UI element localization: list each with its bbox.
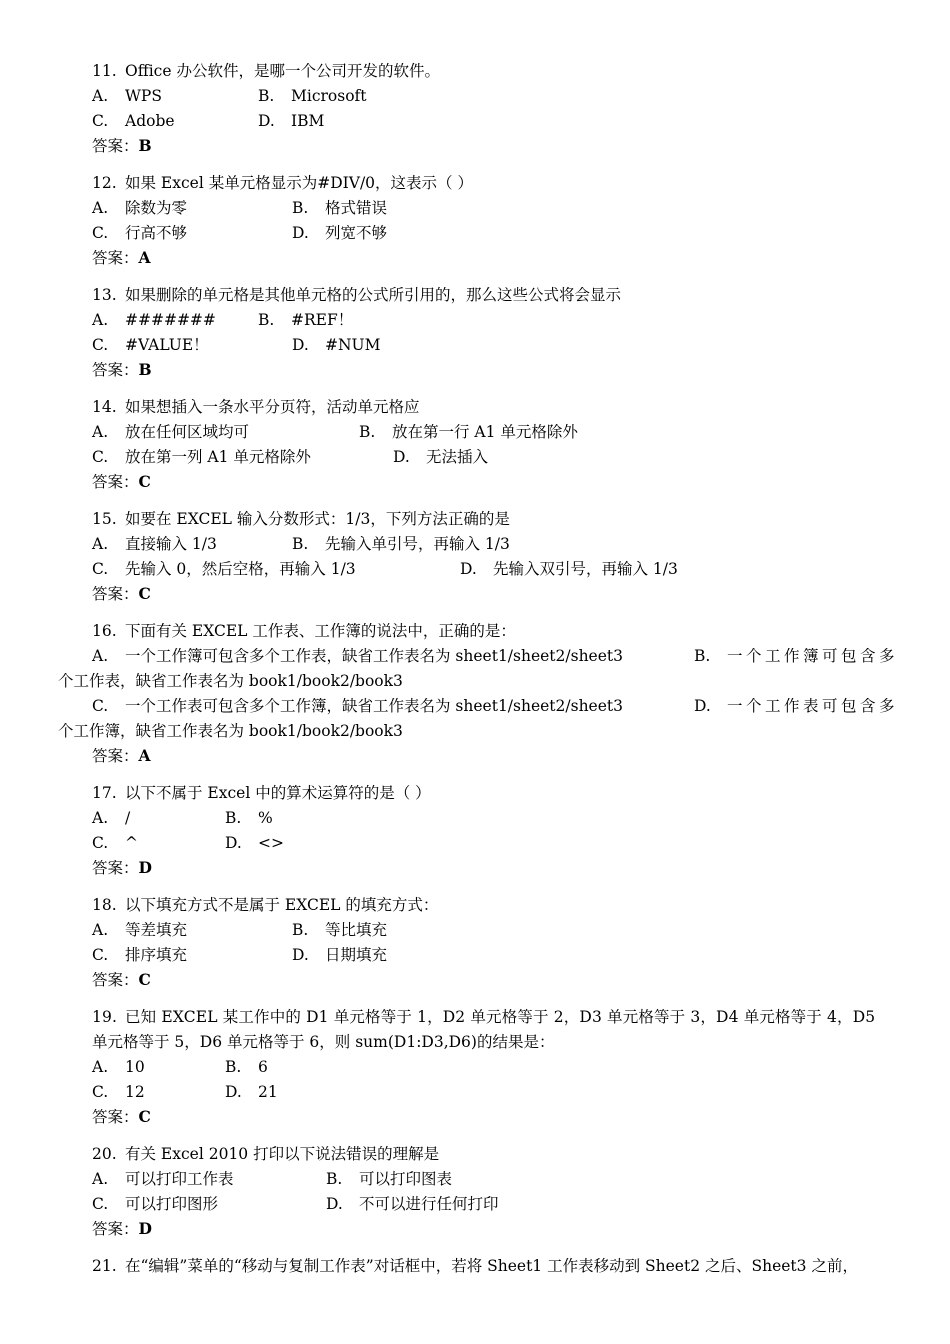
option-d: D. 先输入双引号，再输入 1/3 <box>460 560 678 578</box>
option-c: C. 可以打印图形 <box>92 1195 219 1213</box>
option-a: A. WPS <box>92 87 162 105</box>
question-12 <box>92 173 473 193</box>
question-15 <box>92 509 510 529</box>
question-17 <box>92 783 431 803</box>
option-b: B. 6 <box>225 1058 268 1076</box>
question-14 <box>92 397 420 417</box>
question-number: 16. <box>92 622 117 640</box>
option-a: A. 直接输入 1/3 <box>92 535 217 553</box>
answer: 答案：C <box>92 584 151 603</box>
option-a: A. 可以打印工作表 <box>92 1170 234 1188</box>
option-c: C. 先输入 0，然后空格，再输入 1/3 <box>92 560 356 578</box>
option-d: D. 一个工作表可包含多 <box>694 697 899 715</box>
question-11 <box>92 61 440 81</box>
question-number: 17. <box>92 784 117 802</box>
option-c: C. 放在第一列 A1 单元格除外 <box>92 448 311 466</box>
answer: 答案：A <box>92 248 151 267</box>
option-c: C. 排序填充 <box>92 946 188 964</box>
question-number: 20. <box>92 1145 117 1163</box>
question-21 <box>92 1256 858 1276</box>
option-b: B. 格式错误 <box>292 199 388 217</box>
answer: 答案：B <box>92 360 152 379</box>
option-a: A. 一个工作簿可包含多个工作表，缺省工作表名为 sheet1/sheet2/sheet3 <box>92 647 623 665</box>
option-d: D. 不可以进行任何打印 <box>326 1195 499 1213</box>
option-d: D. 列宽不够 <box>292 224 388 242</box>
question-number: 12. <box>92 174 117 192</box>
option-a: A. 除数为零 <box>92 199 188 217</box>
question-16 <box>92 621 516 641</box>
answer: 答案：C <box>92 970 151 989</box>
question-number: 11. <box>92 62 117 80</box>
option-b: B. #REF！ <box>258 311 354 329</box>
option-c: C. 行高不够 <box>92 224 188 242</box>
option-c: C. Adobe <box>92 112 175 130</box>
question-text: 如果想插入一条水平分页符，活动单元格应 <box>125 398 420 416</box>
option-b: B. 先输入单引号，再输入 1/3 <box>292 535 510 553</box>
option-d: D. 21 <box>225 1083 278 1101</box>
question-text: 有关 Excel 2010 打印以下说法错误的理解是 <box>125 1145 440 1163</box>
option-b: B. 放在第一行 A1 单元格除外 <box>359 423 578 441</box>
option-c: C. ^ <box>92 834 138 852</box>
option-b: B. 一个工作簿可包含多 <box>694 647 899 665</box>
question-text: Office 办公软件，是哪一个公司开发的软件。 <box>125 62 440 80</box>
question-20 <box>92 1144 439 1164</box>
answer: 答案：B <box>92 136 152 155</box>
question-text: 如要在 EXCEL 输入分数形式：1/3，下列方法正确的是 <box>125 510 510 528</box>
answer: 答案：D <box>92 1219 152 1238</box>
question-18 <box>92 895 438 915</box>
option-a: A. 等差填充 <box>92 921 188 939</box>
question-number: 13. <box>92 286 117 304</box>
option-b: B. 等比填充 <box>292 921 388 939</box>
option-a: A. 10 <box>92 1058 145 1076</box>
question-number: 19. <box>92 1008 118 1026</box>
option-d: D. 无法插入 <box>393 448 489 466</box>
option-d: D. IBM <box>258 112 325 130</box>
question-19 <box>92 1007 892 1027</box>
option-b-continued: 个工作表，缺省工作表名为 book1/book2/book3 <box>58 672 403 690</box>
question-number: 14. <box>92 398 117 416</box>
question-19-continued: 单元格等于 5，D6 单元格等于 6，则 sum(D1:D3,D6)的结果是： <box>92 1033 555 1051</box>
option-b: B. Microsoft <box>258 87 367 105</box>
option-a: A. 放在任何区域均可 <box>92 423 250 441</box>
question-text: 已知 EXCEL 某工作中的 D1 单元格等于 1，D2 单元格等于 2，D3 单元格等于 3，D4 单元格等于 4，D5 <box>125 1008 876 1026</box>
option-d-continued: 个工作簿，缺省工作表名为 book1/book2/book3 <box>58 722 403 740</box>
answer: 答案：C <box>92 1107 151 1126</box>
question-number: 15. <box>92 510 117 528</box>
question-text: 如果删除的单元格是其他单元格的公式所引用的，那么这些公式将会显示 <box>125 286 622 304</box>
option-d: D. <> <box>225 834 284 852</box>
question-text: 以下不属于 Excel 中的算术运算符的是（ ） <box>125 784 431 802</box>
option-c: C. #VALUE！ <box>92 336 209 354</box>
option-a: A. ####### <box>92 311 216 329</box>
option-d: D. #NUM <box>292 336 381 354</box>
question-text: 以下填充方式不是属于 EXCEL 的填充方式： <box>125 896 439 914</box>
question-text: 在“编辑”菜单的“移动与复制工作表”对话框中，若将 Sheet1 工作表移动到 Sheet2 之后、Sheet3 之前， <box>125 1257 858 1275</box>
answer: 答案：C <box>92 472 151 491</box>
option-b: B. 可以打印图表 <box>326 1170 453 1188</box>
option-d: D. 日期填充 <box>292 946 388 964</box>
question-text: 下面有关 EXCEL 工作表、工作簿的说法中，正确的是： <box>125 622 516 640</box>
option-b: B. % <box>225 809 273 827</box>
answer: 答案：A <box>92 746 151 765</box>
answer: 答案：D <box>92 858 152 877</box>
question-13 <box>92 285 621 305</box>
option-c: C. 一个工作表可包含多个工作簿，缺省工作表名为 sheet1/sheet2/sheet3 <box>92 697 623 715</box>
question-text: 如果 Excel 某单元格显示为#DIV/0，这表示（ ） <box>125 174 473 192</box>
option-c: C. 12 <box>92 1083 145 1101</box>
question-number: 18. <box>92 896 117 914</box>
option-a: A. / <box>92 809 131 827</box>
question-number: 21. <box>92 1257 117 1275</box>
